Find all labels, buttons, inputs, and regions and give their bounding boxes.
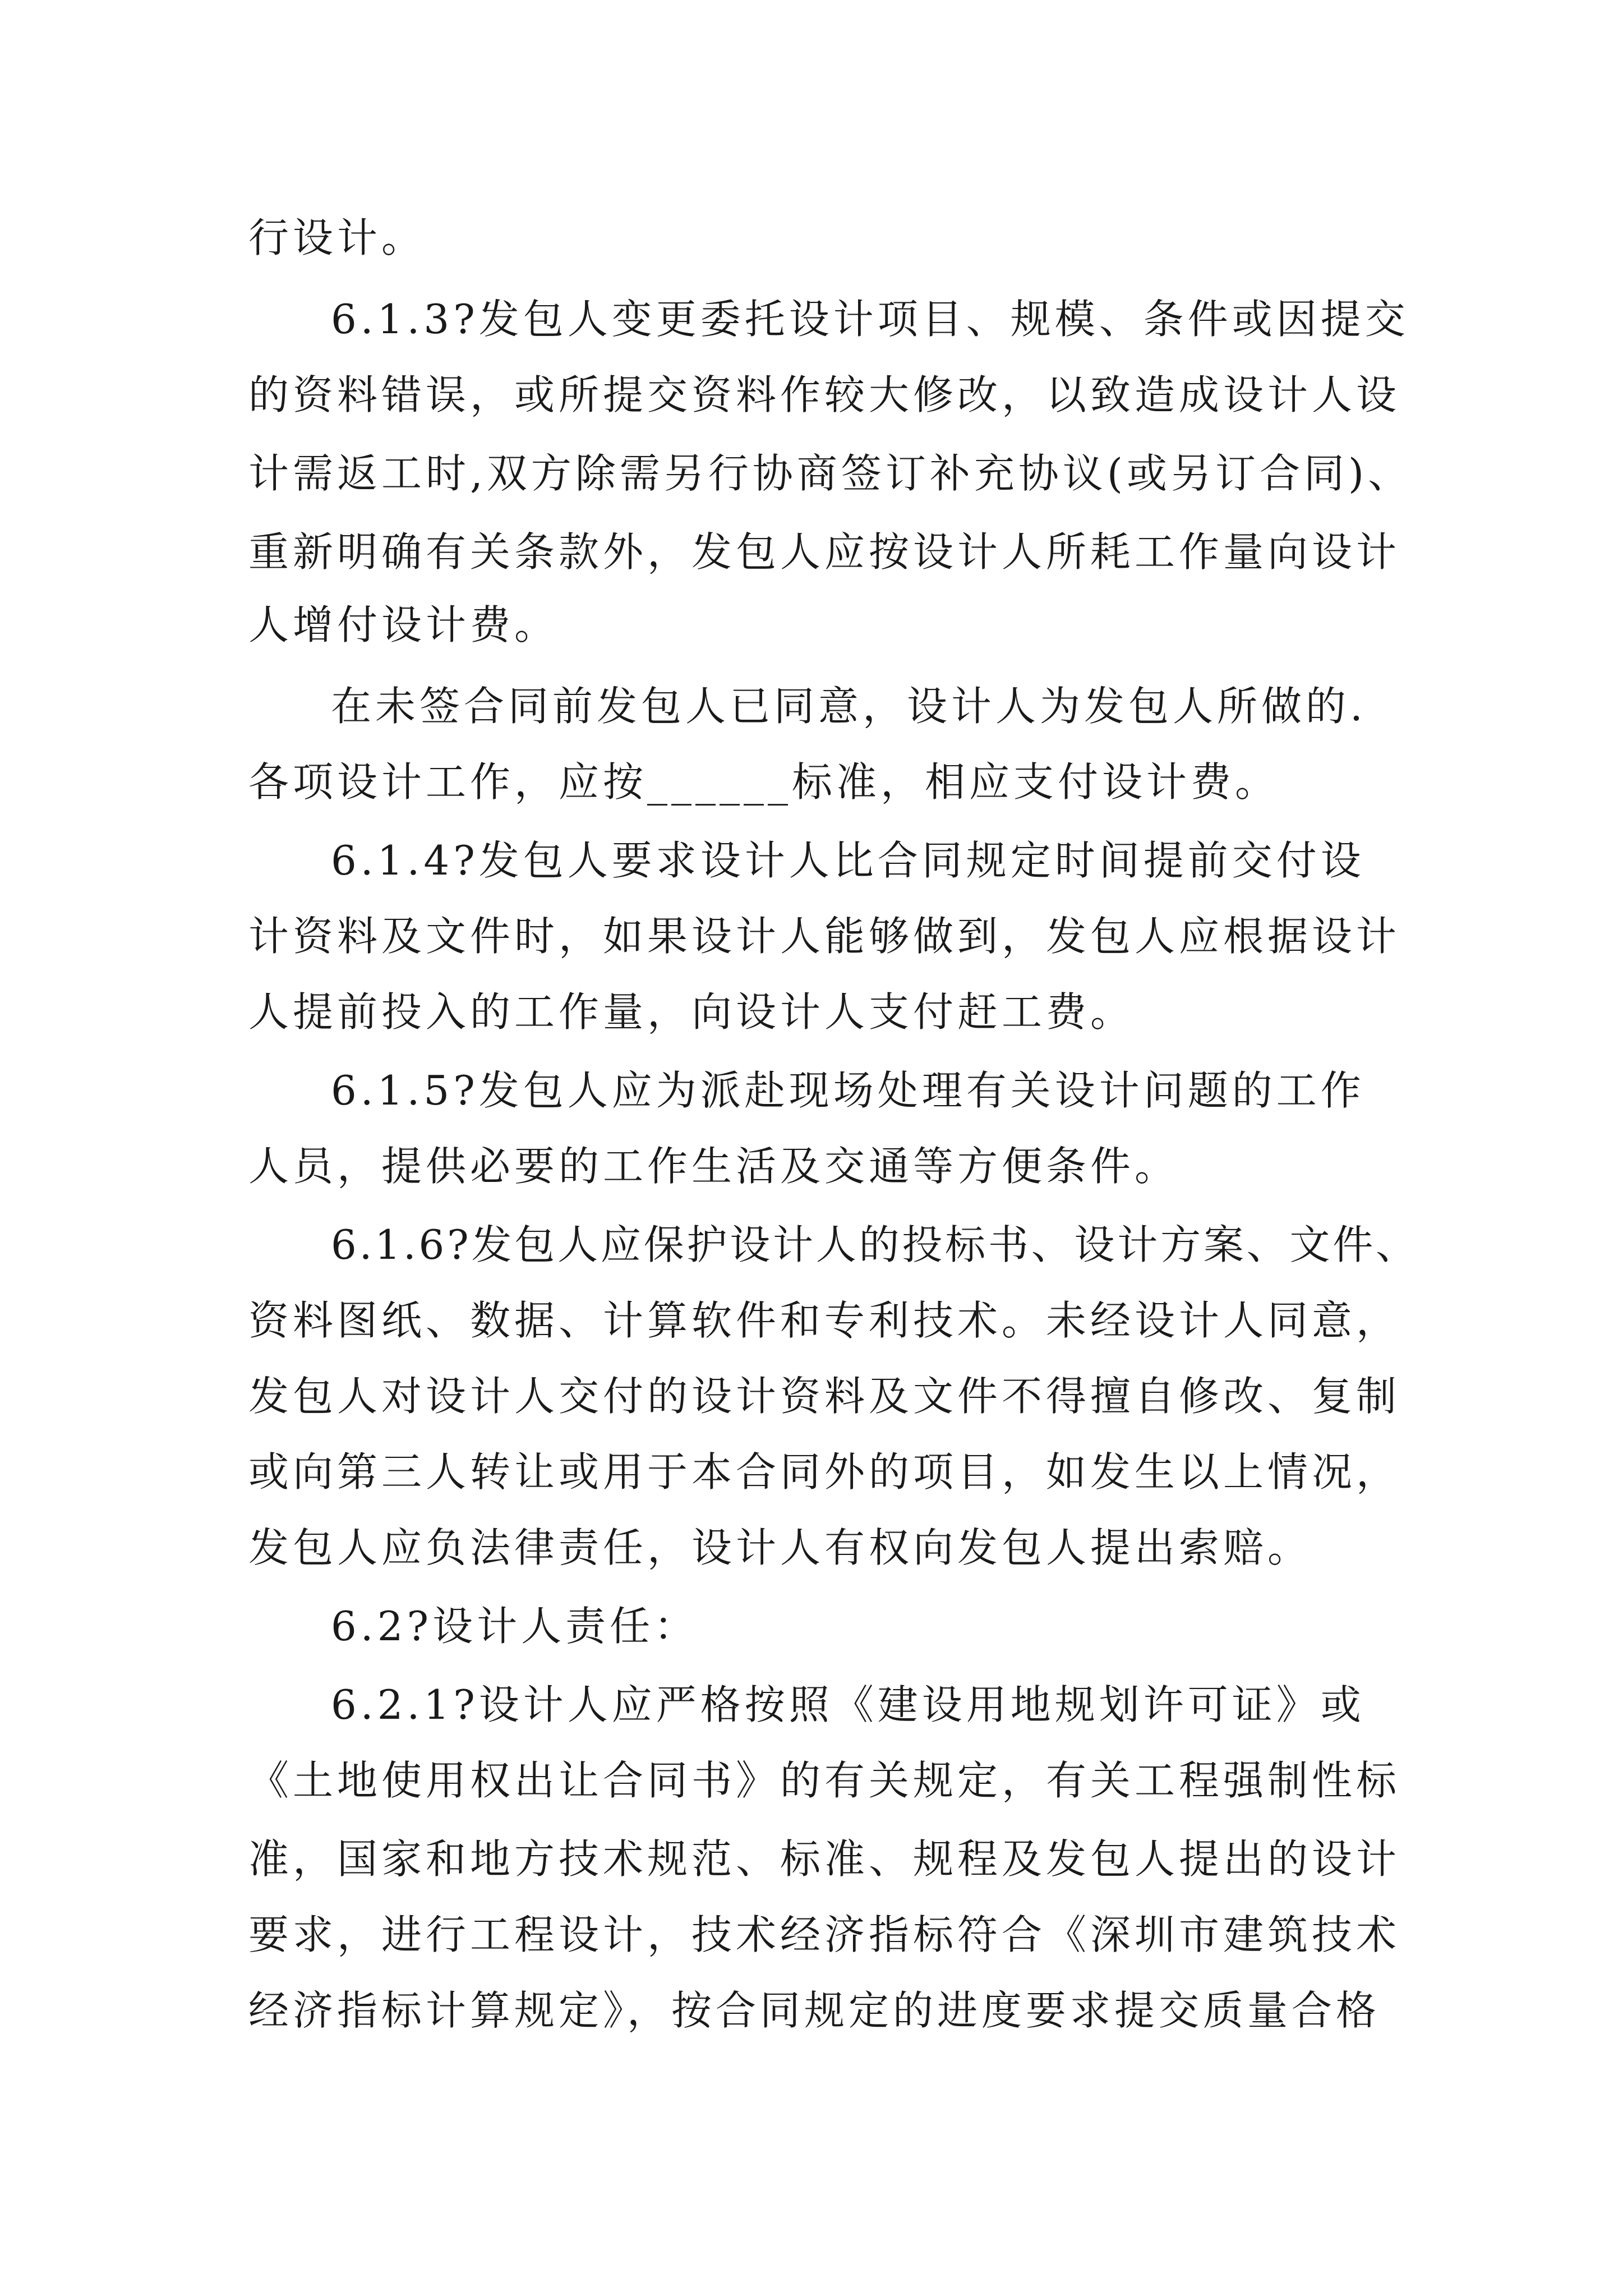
text-line: 或向第三人转让或用于本合同外的项目，如发生以上情况， [248,1448,1401,1496]
text-line: 6.2?设计人责任： [331,1603,699,1650]
text-line: 的资料错误，或所提交资料作较大修改，以致造成设计人设 [248,371,1401,418]
text-line: 要求，进行工程设计，技术经济指标符合《深圳市建筑技术 [248,1911,1401,1958]
text-line: 在未签合同前发包人已同意，设计人为发包人所做的. [331,683,1367,730]
text-line: 计需返工时,双方除需另行协商签订补充协议(或另订合同)、 [248,450,1413,497]
text-line: 计资料及文件时，如果设计人能够做到，发包人应根据设计 [248,913,1401,960]
text-line: 资料图纸、数据、计算软件和专利技术。未经设计人同意， [248,1297,1401,1344]
text-line: 重新明确有关条款外，发包人应按设计人所耗工作量向设计 [248,528,1401,576]
text-line: 人提前投入的工作量，向设计人支付赶工费。 [248,988,1135,1036]
text-line: 6.2.1?设计人应严格按照《建设用地规划许可证》或 [331,1681,1365,1728]
text-line: 准，国家和地方技术规范、标准、规程及发包人提出的设计 [248,1835,1401,1883]
text-line: 行设计。 [248,214,426,261]
text-line: 发包人应负法律责任，设计人有权向发包人提出索赔。 [248,1524,1312,1571]
text-line: 6.1.3?发包人变更委托设计项目、规模、条件或因提交 [331,296,1409,343]
text-line: 发包人对设计人交付的设计资料及文件不得擅自修改、复制 [248,1373,1401,1420]
text-line: 6.1.6?发包人应保护设计人的投标书、设计方案、文件、 [331,1221,1419,1268]
text-line: 经济指标计算规定》，按合同规定的进度要求提交质量合格 [248,1987,1381,2034]
text-line: 人增付设计费。 [248,601,559,648]
text-line: 各项设计工作，应按______标准，相应支付设计费。 [248,758,1280,806]
text-line: 人员，提供必要的工作生活及交通等方便条件。 [248,1143,1179,1190]
text-line: 6.1.5?发包人应为派赴现场处理有关设计问题的工作 [331,1067,1365,1114]
text-line: 6.1.4?发包人要求设计人比合同规定时间提前交付设 [331,837,1365,884]
text-line: 《土地使用权出让合同书》的有关规定，有关工程强制性标 [248,1757,1401,1804]
